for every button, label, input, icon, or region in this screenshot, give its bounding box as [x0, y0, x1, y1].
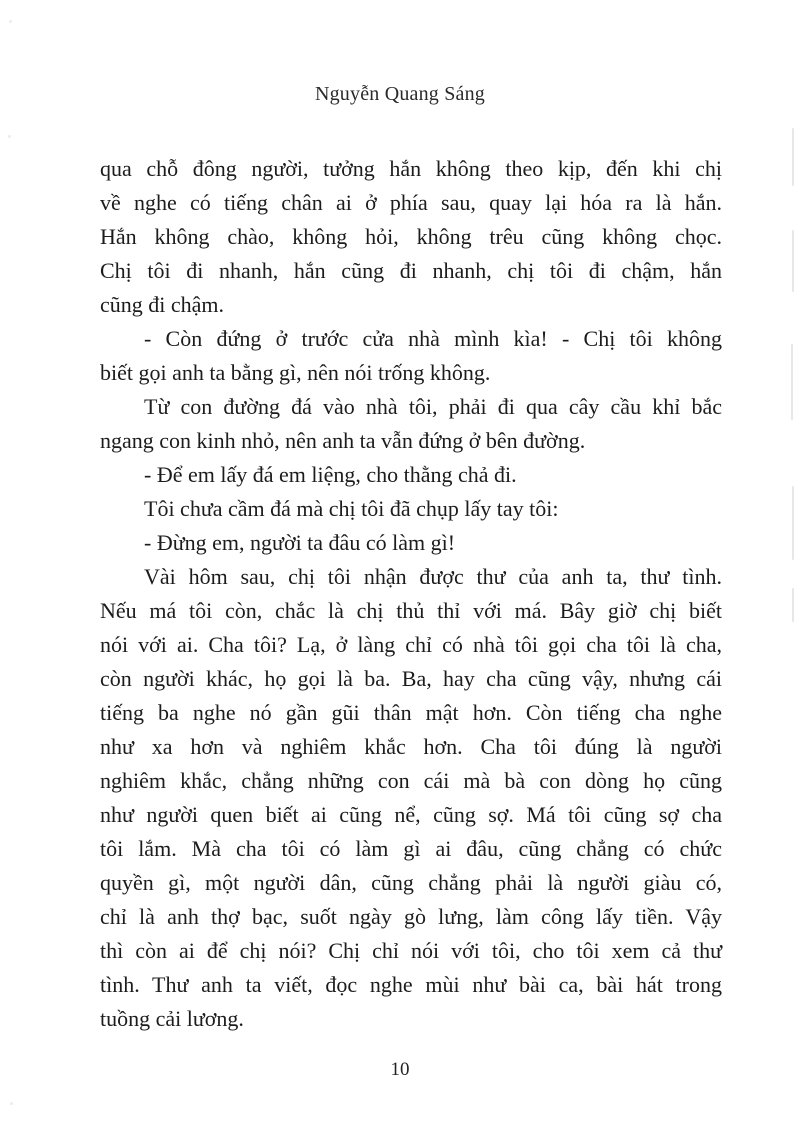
scan-speck: [10, 1102, 13, 1105]
text-line: - Đừng em, người ta đâu có làm gì!: [144, 530, 456, 555]
page-body: [100, 152, 722, 1036]
text-line: về nghe có tiếng chân ai ở phía sau, quay lại hóa ra là hắn.: [100, 190, 722, 215]
text-line: Chị tôi đi nhanh, hắn cũng đi nhanh, chị tôi đi chậm, hắn: [100, 258, 722, 283]
text-line: nói với ai. Cha tôi? Lạ, ở làng chỉ có nhà tôi gọi cha tôi là cha,: [100, 632, 722, 657]
text-line: tiếng ba nghe nó gần gũi thân mật hơn. Còn tiếng cha nghe: [100, 700, 722, 725]
text-line: - Còn đứng ở trước cửa nhà mình kìa! - Chị tôi không: [144, 326, 722, 351]
text-line: còn người khác, họ gọi là ba. Ba, hay cha cũng vậy, nhưng cái: [100, 666, 722, 691]
text-line: tình. Thư anh ta viết, đọc nghe mùi như bài ca, bài hát trong: [100, 972, 722, 997]
text-line: nghiêm khắc, chẳng những con cái mà bà con dòng họ cũng: [100, 768, 722, 793]
page-number: 10: [390, 1059, 410, 1080]
text-line: Vài hôm sau, chị tôi nhận được thư của anh ta, thư tình.: [144, 564, 722, 589]
scan-artifact: [792, 230, 794, 292]
text-line: cũng đi chậm.: [100, 292, 225, 317]
scan-artifact: [792, 128, 794, 186]
text-line: quyền gì, một người dân, cũng chẳng phải là người giàu có,: [100, 870, 722, 895]
text-line: Hắn không chào, không hỏi, không trêu cũng không chọc.: [100, 224, 722, 249]
text-line: qua chỗ đông người, tưởng hắn không theo kịp, đến khi chị: [100, 156, 722, 181]
text-line: chỉ là anh thợ bạc, suốt ngày gò lưng, làm công lấy tiền. Vậy: [100, 904, 722, 929]
text-line: tôi lắm. Mà cha tôi có làm gì ai đâu, cũng chẳng có chức: [100, 836, 722, 861]
text-line: Từ con đường đá vào nhà tôi, phải đi qua cây cầu khỉ bắc: [144, 394, 722, 419]
scan-artifact: [791, 344, 793, 420]
text-line: ngang con kinh nhỏ, nên anh ta vẫn đứng ở bên đường.: [100, 428, 586, 453]
scan-artifact: [792, 486, 794, 560]
running-header: Nguyễn Quang Sáng: [314, 83, 486, 105]
scan-speck: [9, 20, 12, 23]
scan-artifact: [792, 588, 794, 622]
text-line: như xa hơn và nghiêm khắc hơn. Cha tôi đúng là người: [100, 734, 722, 759]
scan-speck: [8, 135, 11, 138]
text-line: thì còn ai để chị nói? Chị chỉ nói với tôi, cho tôi xem cả thư: [100, 938, 722, 963]
text-line: Nếu má tôi còn, chắc là chị thủ thỉ với má. Bây giờ chị biết: [100, 598, 722, 623]
text-line: tuồng cải lương.: [100, 1006, 244, 1031]
text-line: - Để em lấy đá em liệng, cho thằng chả đi.: [144, 462, 517, 487]
text-line: biết gọi anh ta bằng gì, nên nói trống không.: [100, 360, 491, 385]
text-line: Tôi chưa cầm đá mà chị tôi đã chụp lấy tay tôi:: [144, 496, 559, 521]
text-line: như người quen biết ai cũng nể, cũng sợ. Má tôi cũng sợ cha: [100, 802, 722, 827]
